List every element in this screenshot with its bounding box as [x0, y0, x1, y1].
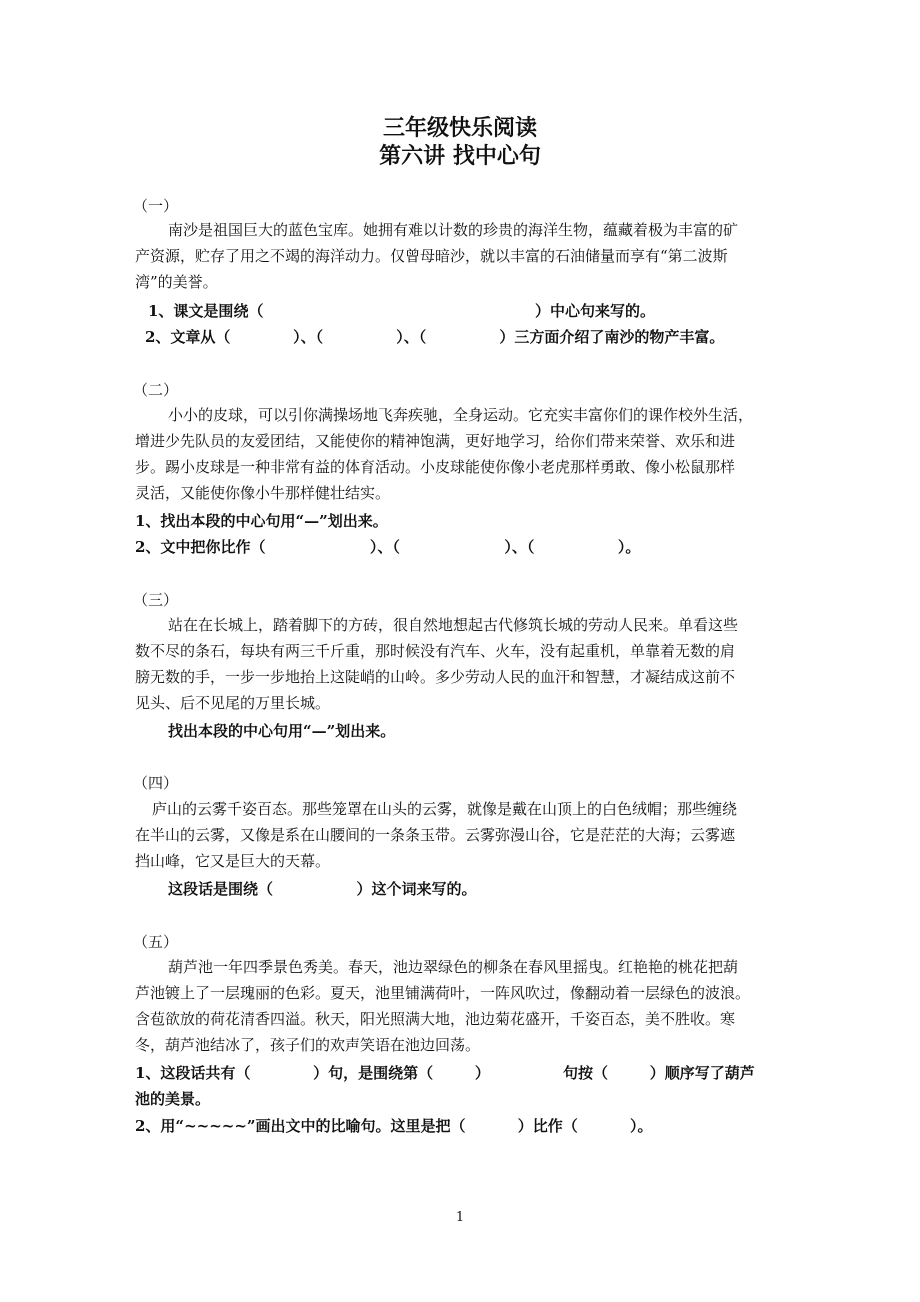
passage-line: 产资源，贮存了用之不竭的海洋动力。仅曾母暗沙，就以丰富的石油储量而享有“第二波斯: [135, 247, 728, 265]
passage-line: 庐山的云雾千姿百态。那些笼罩在山头的云雾，就像是戴在山顶上的白色绒帽；那些缠绕: [152, 800, 738, 818]
question: 池的美景。: [135, 1090, 211, 1108]
passage-line: 芦池镀上了一层瑰丽的色彩。夏天，池里铺满荷叶，一阵风吹过，像翻动着一层绿色的波浪。: [135, 984, 751, 1002]
passage-line: 冬，葫芦池结冰了，孩子们的欢声笑语在池边回荡。: [135, 1036, 481, 1054]
passage-line: 步。踢小皮球是一种非常有益的体育活动。小皮球能使你像小老虎那样勇敢、像小松鼠那样: [135, 458, 736, 476]
passage-line: 湾”的美誉。: [135, 273, 218, 291]
passage-line: 灵活，又能使你像小牛那样健壮结实。: [135, 484, 391, 502]
question: 这段话是围绕（ ）这个词来写的。: [168, 880, 477, 898]
passage-line: 增进少先队员的友爱团结，又能使你的精神饱满，更好地学习，给你们带来荣誉、欢乐和进: [135, 432, 736, 450]
passage-line: 膀无数的手，一步一步地抬上这陡峭的山岭。多少劳动人民的血汗和智慧，才凝结成这前不: [135, 668, 736, 686]
passage-line: 葫芦池一年四季景色秀美。春天，池边翠绿色的柳条在春风里摇曳。红艳艳的桃花把葫: [168, 958, 739, 976]
question: 1、这段话共有（ ）句，是围绕第（ ） 句按（ ）顺序写了葫芦: [135, 1064, 755, 1082]
passage-line: 含苞欲放的荷花清香四溢。秋天，阳光照满大地，池边菊花盛开，千姿百态，美不胜收。寒: [135, 1010, 736, 1028]
page-title: 三年级快乐阅读: [382, 115, 537, 141]
question: 2、文章从（ ）、（ ）、（ ）三方面介绍了南沙的物产丰富。: [145, 328, 725, 346]
passage-line: 数不尽的条石，每块有两三千斤重，那时候没有汽车、火车，没有起重机，单靠着无数的肩: [135, 642, 736, 660]
question: 1、课文是围绕（ ）中心句来写的。: [148, 302, 655, 320]
section-heading: （四）: [133, 774, 179, 792]
page-number: 1: [455, 1210, 465, 1225]
question: 找出本段的中心句用“—”划出来。: [168, 722, 396, 740]
section-heading: （二）: [133, 381, 179, 399]
passage-line: 挡山峰，它又是巨大的天幕。: [135, 852, 331, 870]
section-heading: （三）: [133, 591, 179, 609]
question: 2、用“~~~~~”画出文中的比喻句。这里是把（ ）比作（ ）。: [135, 1117, 653, 1135]
lesson-subtitle: 第六讲 找中心句: [379, 143, 541, 169]
passage-line: 站在在长城上，踏着脚下的方砖，很自然地想起古代修筑长城的劳动人民来。单看这些: [168, 616, 739, 634]
section-heading: （五）: [133, 933, 179, 951]
section-heading: （一）: [133, 197, 179, 215]
passage-line: 南沙是祖国巨大的蓝色宝库。她拥有难以计数的珍贵的海洋生物，蕴藏着极为丰富的矿: [168, 221, 739, 239]
passage-line: 见头、后不见尾的万里长城。: [135, 694, 331, 712]
passage-line: 小小的皮球，可以引你满操场地飞奔疾驰，全身运动。它充实丰富你们的课作校外生活，: [168, 406, 754, 424]
question: 2、文中把你比作（ ）、（ ）、（ ）。: [135, 538, 641, 556]
question: 1、找出本段的中心句用“—”划出来。: [135, 512, 388, 530]
passage-line: 在半山的云雾，又像是系在山腰间的一条条玉带。云雾弥漫山谷，它是茫茫的大海；云雾遮: [135, 826, 736, 844]
